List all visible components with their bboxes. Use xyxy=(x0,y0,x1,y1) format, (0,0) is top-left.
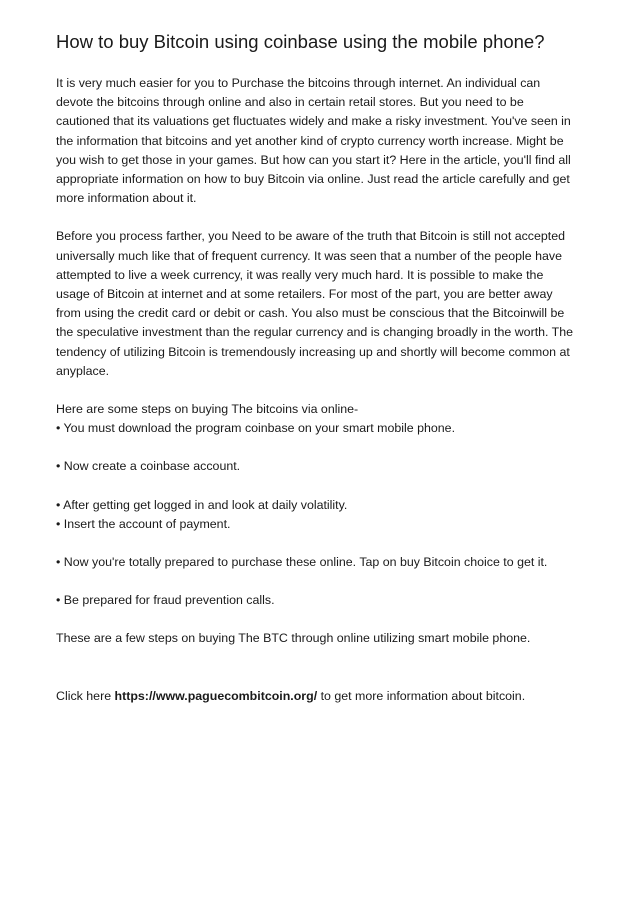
page-title: How to buy Bitcoin using coinbase using the mobile phone? xyxy=(56,31,545,52)
steps-intro: Here are some steps on buying The bitcoins via online- xyxy=(56,402,359,417)
intro-paragraph: It is very much easier for you to Purchase the bitcoins through internet. An individual can devote the bitcoins through online and also in certain retail stores. But you need to be cautioned that its valuations get fluctuates widely and make a risky investment. You've seen in the information that bitcoins and yet another kind of crypto currency worth increase. Might be you wish to get those in your games. But how can you start it? Here in the article, you'll find all appropriate information on how to buy Bitcoin via online. Just read the article carefully and get more information about it. xyxy=(56,76,571,206)
summary-paragraph: These are a few steps on buying The BTC through online utilizing smart mobile phone. xyxy=(56,631,531,646)
list-item: • After getting get logged in and look at daily volatility. xyxy=(56,497,348,512)
context-paragraph: Before you process farther, you Need to be aware of the truth that Bitcoin is still not accepted universally much like that of frequent currency. It was seen that a number of the people have attempted to live a week currency, it was really very much hard. It is possible to make the usage of Bitcoin at internet and at some retailers. For most of the part, you are better away from using the credit card or debit or cash. You also must be conscious that the Bitcoinwill be the speculative investment than the regular currency and is changing broadly in the worth. The tendency of utilizing Bitcoin is tremendously increasing up and shortly will become common at anyplace. xyxy=(56,229,574,378)
list-item: • Be prepared for fraud prevention calls. xyxy=(56,593,275,608)
footer-prefix: Click here xyxy=(56,688,115,703)
footer-suffix: to get more information about bitcoin. xyxy=(317,688,526,703)
website-link[interactable]: https://www.paguecombitcoin.org/ xyxy=(114,688,318,703)
footer-line xyxy=(56,687,576,706)
list-item: • You must download the program coinbase on your smart mobile phone. xyxy=(56,421,456,436)
list-item: • Now you're totally prepared to purchase these online. Tap on buy Bitcoin choice to get it. xyxy=(56,555,548,570)
list-item: • Now create a coinbase account. xyxy=(56,459,241,474)
list-item: • Insert the account of payment. xyxy=(56,516,231,531)
document-page xyxy=(56,30,576,706)
